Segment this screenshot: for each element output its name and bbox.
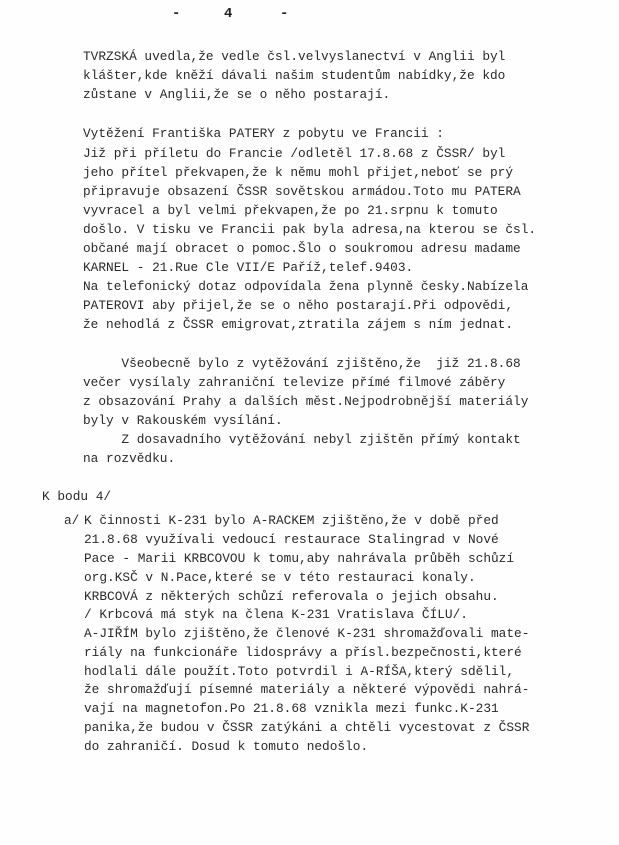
text-line: Všeobecně bylo z vytěžování zjištěno,že již 21.8.68 bbox=[83, 356, 521, 371]
page-number: 4 bbox=[224, 6, 233, 22]
text-line: Pace - Marii KRBCOVOU k tomu,aby nahrávala průběh schůzí bbox=[84, 551, 515, 566]
text-line: TVRZSKÁ uvedla,že vedle čsl.velvyslanectví v Anglii byl bbox=[83, 49, 506, 64]
text-line: že shromažďují písemné materiály a některé výpovědi nahrá- bbox=[84, 682, 530, 697]
text-line: večer vysílaly zahraniční televize přímé filmové záběry bbox=[83, 375, 506, 390]
text-line: na rozvědku. bbox=[83, 451, 176, 466]
text-line: Z dosavadního vytěžování nebyl zjištěn přímý kontakt bbox=[83, 432, 521, 447]
text-line: panika,že budou v ČSSR zatýkáni a chtěli vycestovat z ČSSR bbox=[84, 720, 530, 735]
header-dash-right: - bbox=[280, 6, 289, 22]
text-line: KARNEL - 21.Rue Cle VII/E Paříž,telef.9403. bbox=[83, 260, 414, 275]
section-heading: Vytěžení Františka PATERY z pobytu ve Francii : bbox=[83, 126, 444, 141]
text-line: KRBCOVÁ z některých schůzí referovala o jejich obsahu. bbox=[84, 589, 499, 604]
text-line: vají na magnetofon.Po 21.8.68 vznikla mezi funkc.K-231 bbox=[84, 701, 499, 716]
text-line: zůstane v Anglii,že se o něho postarají. bbox=[83, 87, 391, 102]
text-line: PATEROVI aby přijel,že se o něho postarají.Při odpovědi, bbox=[83, 298, 514, 313]
text-line: že nehodlá z ČSSR emigrovat,ztratila zájem s ním jednat. bbox=[83, 317, 514, 332]
text-line: do zahraničí. Dosud k tomuto nedošlo. bbox=[84, 739, 369, 754]
text-line: občané mají obracet o pomoc.Šlo o soukromou adresu madame bbox=[83, 241, 521, 256]
text-line: klášter,kde kněží dávali našim studentům nabídky,že kdo bbox=[83, 68, 506, 83]
text-line: Již při příletu do Francie /odletěl 17.8.68 z ČSSR/ byl bbox=[83, 146, 506, 161]
text-line: org.KSČ v N.Pace,které se v této restauraci konaly. bbox=[84, 570, 476, 585]
text-line: riály na funkcionáře lidosprávy a přísl.bezpečnosti,které bbox=[84, 645, 522, 660]
text-line: 21.8.68 využívali vedoucí restaurace Stalingrad v Nové bbox=[84, 532, 499, 547]
text-line: Na telefonický dotaz odpovídala žena plynně česky.Nabízela bbox=[83, 279, 529, 294]
text-line: vyvracel a byl velmi překvapen,že po 21.srpnu k tomuto bbox=[83, 203, 498, 218]
item-marker: a/ bbox=[64, 513, 80, 528]
text-line: jeho přítel překvapen,že k němu mohl přijet,neboť se prý bbox=[83, 165, 514, 180]
point-heading: K bodu 4/ bbox=[42, 489, 112, 504]
text-line: hodlali dále použít.Toto potvrdil i A-RÍŠA,který sdělil, bbox=[84, 664, 515, 679]
text-line: došlo. V tisku ve Francii pak byla adresa,na kterou se čsl. bbox=[83, 222, 537, 237]
text-line: A-JIŘÍM bylo zjištěno,že členové K-231 shromažďovali mate- bbox=[84, 626, 530, 641]
text-line: z obsazování Prahy a dalších měst.Nejpodrobnější materiály bbox=[83, 394, 529, 409]
header-dash-left: - bbox=[172, 6, 181, 22]
text-line: připravuje obsazení ČSSR sovětskou armádou.Toto mu PATERA bbox=[83, 184, 521, 199]
text-line: / Krbcová má styk na člena K-231 Vratislava ČÍLU/. bbox=[84, 607, 468, 622]
text-line: K činnosti K-231 bylo A-RACKEM zjištěno,že v době před bbox=[84, 513, 499, 528]
text-line: byly v Rakouském vysílání. bbox=[83, 413, 283, 428]
